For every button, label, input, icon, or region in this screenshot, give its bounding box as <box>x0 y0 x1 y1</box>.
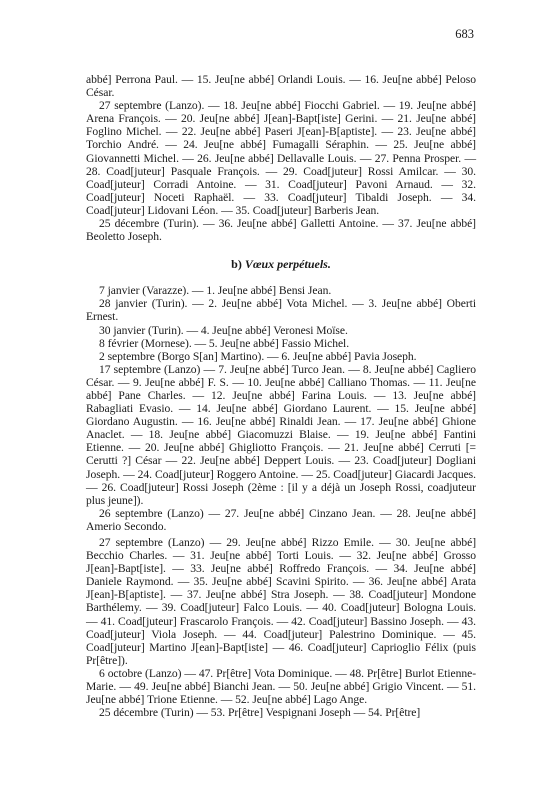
section-heading-title: Vœux perpétuels. <box>244 257 331 272</box>
section-heading-prefix: b) <box>231 257 242 272</box>
paragraph-lanzo-17-sept: 17 septembre (Lanzo) — 7. Jeu[ne abbé] Turco Jean. — 8. Jeu[ne abbé] Cagliero César. — 9. Jeu[ne abbé] F. S. — 10. Jeu[ne abbé] Calliano Thomas. — 11. Jeu[ne abbé] Pane Charles. — 12. Jeu[ne abbé] Farina Louis. — 13. Jeu[ne abbé] Rabagliati Evasio. — 14. Jeu[ne abbé] Giordano Laurent. — 15. Jeu[ne abbé] Giordano Augustin. — 16. Jeu[ne abbé] Rinaldi Jean. — 17. Jeu[ne abbé] Ghione Anaclet. — 18. Jeu[ne abbé] Giacomuzzi Blaise. — 19. Jeu[ne abbé] Fantini Etienne. — 20. Jeu[ne abbé] Ghigliotto François. — 21. Jeu[ne abbé] Cerruti [= Cerutti ?] César — 22. Jeu[ne abbé] Deppert Louis. — 23. Coad[juteur] Dogliani Joseph. — 24. Coad[juteur] Roggero Antoine. — 25. Coad[juteur] Giacardi Jacques. — 26. Coad[juteur] Rossi Joseph (2ème : [il y a déjà un Joseph Rossi, coadjuteur plus jeune]). <box>86 362 476 507</box>
paragraph-mornese-8-feb: 8 février (Mornese). — 5. Jeu[ne abbé] Fassio Michel. <box>99 336 350 350</box>
paragraph-lanzo-6-oct: 6 octobre (Lanzo) — 47. Pr[être] Vota Dominique. — 48. Pr[être] Burlot Etienne-Marie. — 49. Jeu[ne abbé] Bianchi Jean. — 50. Jeu[ne abbé] Grigio Vincent. — 51. Jeu[ne abbé] Trione Etienne. — 52. Jeu[ne abbé] Lago Ange. <box>86 666 476 707</box>
paragraph-lanzo-27-sept-b: 27 septembre (Lanzo) — 29. Jeu[ne abbé] Rizzo Emile. — 30. Jeu[ne abbé] Becchio Charles. — 31. Jeu[ne abbé] Torti Louis. — 32. Jeu[ne abbé] Grosso J[ean]-Bapt[iste]. — 33. Jeu[ne abbé] Roffredo François. — 34. Jeu[ne abbé] Daniele Raymond. — 35. Jeu[ne abbé] Scavini Spirito. — 36. Jeu[ne abbé] Arata J[ean]-B[aptiste]. — 37. Jeu[ne abbé] Stra Joseph. — 38. Coad[juteur] Mondone Barthélemy. — 39. Coad[juteur] Falco Louis. — 40. Coad[juteur] Bologna Louis. — 41. Coad[juteur] Frascarolo François. — 42. Coad[juteur] Bassino Joseph. — 43. Coad[juteur] Viola Joseph. — 44. Coad[juteur] Palestrino Dominique. — 45. Coad[juteur] Martino J[ean]-Bapt[iste] — 46. Coad[juteur] Caprioglio Félix (puis Pr[être]). <box>86 536 476 667</box>
paragraph-turin-28-jan: 28 janvier (Turin). — 2. Jeu[ne abbé] Vota Michel. — 3. Jeu[ne abbé] Oberti Ernest. <box>86 297 476 324</box>
page-body <box>86 73 476 719</box>
paragraph-varazze-7-jan: 7 janvier (Varazze). — 1. Jeu[ne abbé] Bensi Jean. <box>99 284 332 298</box>
paragraph-turin-25-dec: 25 décembre (Turin). — 36. Jeu[ne abbé] Galletti Antoine. — 37. Jeu[ne abbé] Beoletto Joseph. <box>86 217 476 244</box>
paragraph-turin-25-dec-b: 25 décembre (Turin) — 53. Pr[être] Vespignani Joseph — 54. Pr[être] <box>99 706 421 720</box>
paragraph-continuation: abbé] Perrona Paul. — 15. Jeu[ne abbé] Orlandi Louis. — 16. Jeu[ne abbé] Peloso César. <box>86 73 476 100</box>
paragraph-lanzo-26-sept: 26 septembre (Lanzo) — 27. Jeu[ne abbé] Cinzano Jean. — 28. Jeu[ne abbé] Amerio Secondo. <box>86 506 476 533</box>
paragraph-borgo-2-sept: 2 septembre (Borgo S[an] Martino). — 6. Jeu[ne abbé] Pavia Joseph. <box>99 349 417 363</box>
page-number: 683 <box>455 27 474 41</box>
paragraph-lanzo-27-sept: 27 septembre (Lanzo). — 18. Jeu[ne abbé] Fiocchi Gabriel. — 19. Jeu[ne abbé] Arena François. — 20. Jeu[ne abbé] J[ean]-Bapt[iste] Gerini. — 21. Jeu[ne abbé] Foglino Michel. — 22. Jeu[ne abbé] Paseri J[ean]-B[aptiste]. — 23. Jeu[ne abbé] Torchio André. — 24. Jeu[ne abbé] Fumagalli Séraphin. — 25. Jeu[ne abbé] Giovannetti Michel. — 26. Jeu[ne abbé] Dellavalle Louis. — 27. Penna Prosper. — 28. Coad[juteur] Pasquale François. — 29. Coad[juteur] Rossi Amilcar. — 30. Coad[juteur] Corradi Antoine. — 31. Coad[juteur] Pavoni Arnaud. — 32. Coad[juteur] Noceti Raphaël. — 33. Coad[juteur] Tibaldi Joseph. — 34. Coad[juteur] Lidovani Léon. — 35. Coad[juteur] Barberis Jean. <box>86 99 476 217</box>
paragraph-turin-30-jan: 30 janvier (Turin). — 4. Jeu[ne abbé] Veronesi Moïse. <box>99 323 348 337</box>
section-heading <box>86 257 476 271</box>
